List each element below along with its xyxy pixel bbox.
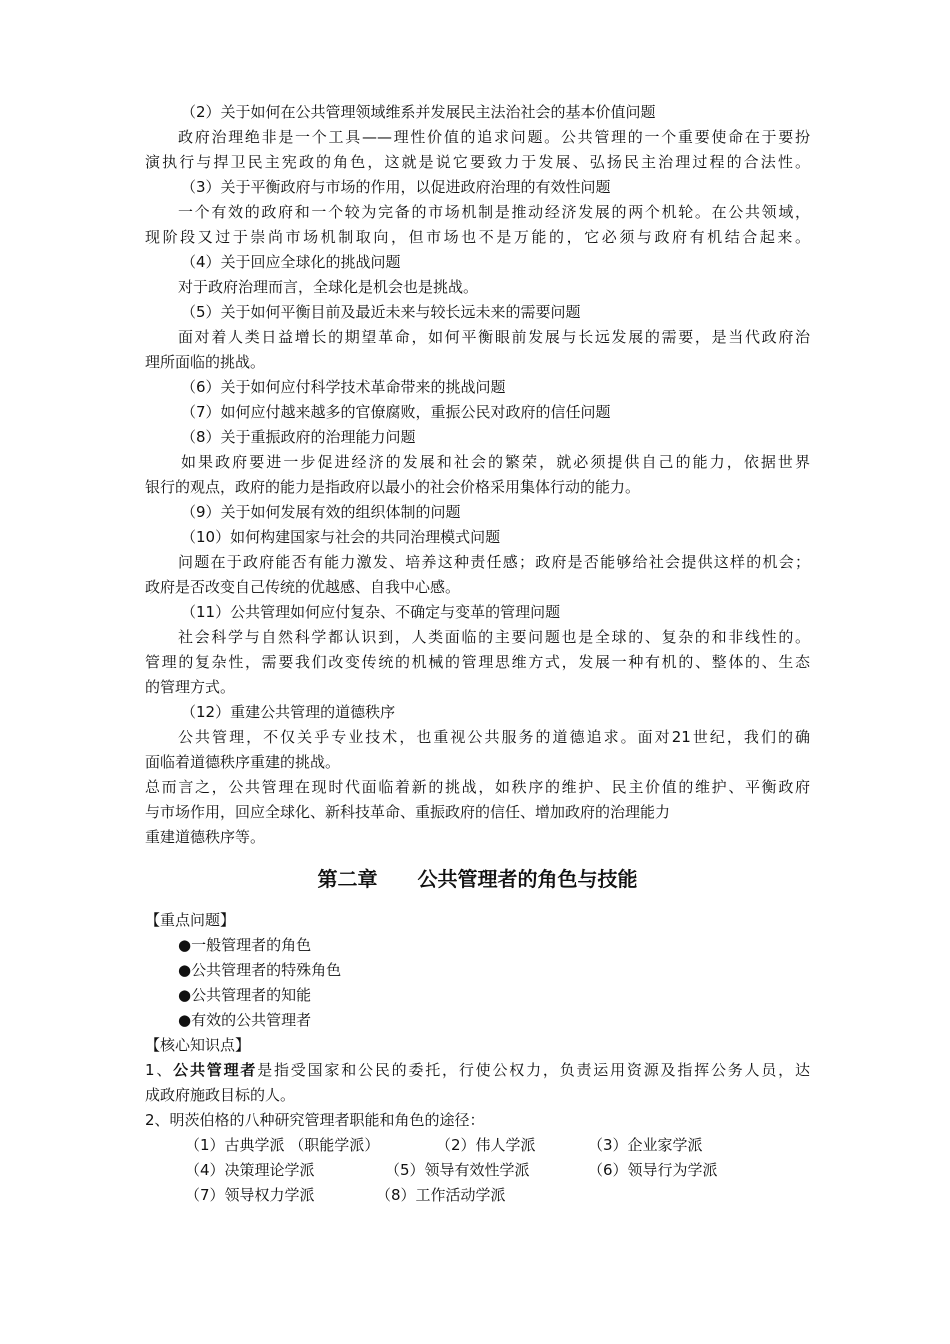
subheading-12: （12）重建公共管理的道德秩序 xyxy=(181,703,396,721)
school-item: （7）领导权力学派 xyxy=(185,1186,315,1204)
schools-row xyxy=(145,1133,810,1158)
paragraph-line: 政府是否改变自己传统的优越感、自我中心感。 xyxy=(145,578,461,596)
point-text: 是指受国家和公民的委托，行使公权力，负责运用资源及指挥公务人员，达 xyxy=(257,1061,810,1079)
subheading-4: （4）关于回应全球化的挑战问题 xyxy=(181,253,401,271)
paragraph-line: 政府治理绝非是一个工具——理性价值的追求问题。公共管理的一个重要使命在于要扮 xyxy=(178,128,810,146)
chapter-number: 第二章 xyxy=(317,867,378,891)
subheading-2: （2）关于如何在公共管理领域维系并发展民主法治社会的基本价值问题 xyxy=(181,103,656,121)
paragraph-line: 的管理方式。 xyxy=(145,678,236,696)
subheading-11: （11）公共管理如何应付复杂、不确定与变革的管理问题 xyxy=(181,603,561,621)
paragraph-line: 管理的复杂性，需要我们改变传统的机械的管理思维方式，发展一种有机的、整体的、生态 xyxy=(145,653,810,671)
subheading-7: （7）如何应付越来越多的官僚腐败，重振公民对政府的信任问题 xyxy=(181,403,611,421)
chapter-title xyxy=(145,850,810,908)
schools-row xyxy=(145,1158,810,1183)
paragraph-line: 一个有效的政府和一个较为完备的市场机制是推动经济发展的两个机轮。在公共领域， xyxy=(178,203,810,221)
paragraph-line: 问题在于政府能否有能力激发、培养这种责任感；政府是否能够给社会提供这样的机会； xyxy=(178,553,810,571)
subheading-5: （5）关于如何平衡目前及最近未来与较长远未来的需要问题 xyxy=(181,303,581,321)
subheading-9: （9）关于如何发展有效的组织体制的问题 xyxy=(181,503,461,521)
bullet-item: ●一般管理者的角色 xyxy=(178,936,312,954)
summary-line: 重建道德秩序等。 xyxy=(145,828,266,846)
school-item: （5）领导有效性学派 xyxy=(385,1161,530,1179)
paragraph-line: 对于政府治理而言，全球化是机会也是挑战。 xyxy=(178,278,479,296)
bullet-item: ●公共管理者的特殊角色 xyxy=(178,961,342,979)
school-item: （1）古典学派 （职能学派） xyxy=(185,1136,380,1154)
paragraph-line: 社会科学与自然科学都认识到，人类面临的主要问题也是全球的、复杂的和非线性的。 xyxy=(178,628,810,646)
core-knowledge-heading: 【核心知识点】 xyxy=(145,1036,251,1054)
subheading-6: （6）关于如何应付科学技术革命带来的挑战问题 xyxy=(181,378,506,396)
subheading-10: （10）如何构建国家与社会的共同治理模式问题 xyxy=(181,528,501,546)
key-term: 公共管理者 xyxy=(173,1061,258,1079)
paragraph-line: 面对着人类日益增长的期望革命，如何平衡眼前发展与长远发展的需要，是当代政府治 xyxy=(178,328,810,346)
bullet-item: ●有效的公共管理者 xyxy=(178,1011,312,1029)
knowledge-point-2: 2、明茨伯格的八种研究管理者职能和角色的途径： xyxy=(145,1111,485,1129)
school-item: （8）工作活动学派 xyxy=(376,1186,506,1204)
point-number: 1、 xyxy=(145,1061,174,1079)
subheading-3: （3）关于平衡政府与市场的作用，以促进政府治理的有效性问题 xyxy=(181,178,611,196)
schools-row xyxy=(145,1183,810,1208)
document-body xyxy=(145,100,810,1208)
school-item: （6）领导行为学派 xyxy=(588,1161,718,1179)
paragraph-line: 理所面临的挑战。 xyxy=(145,353,266,371)
paragraph-line: 成政府施政目标的人。 xyxy=(145,1086,296,1104)
bullet-item: ●公共管理者的知能 xyxy=(178,986,312,1004)
school-item: （4）决策理论学派 xyxy=(185,1161,315,1179)
key-questions-heading: 【重点问题】 xyxy=(145,911,236,929)
paragraph-line: 公共管理，不仅关乎专业技术，也重视公共服务的道德追求。面对21世纪，我们的确 xyxy=(178,728,810,746)
school-item: （3）企业家学派 xyxy=(588,1136,703,1154)
summary-line: 与市场作用，回应全球化、新科技革命、重振政府的信任、增加政府的治理能力 xyxy=(145,803,671,821)
paragraph-line: 面临着道德秩序重建的挑战。 xyxy=(145,753,341,771)
paragraph-line: 如果政府要进一步促进经济的发展和社会的繁荣，就必须提供自己的能力，依据世界 xyxy=(181,453,810,471)
paragraph-line: 现阶段又过于崇尚市场机制取向，但市场也不是万能的，它必须与政府有机结合起来。 xyxy=(145,228,810,246)
paragraph-line: 演执行与捍卫民主宪政的角色，这就是说它要致力于发展、弘扬民主治理过程的合法性。 xyxy=(145,153,810,171)
school-item: （2）伟人学派 xyxy=(436,1136,536,1154)
paragraph-line: 银行的观点，政府的能力是指政府以最小的社会价格采用集体行动的能力。 xyxy=(145,478,641,496)
subheading-8: （8）关于重振政府的治理能力问题 xyxy=(181,428,416,446)
chapter-name: 公共管理者的角色与技能 xyxy=(417,867,638,891)
summary-line: 总而言之，公共管理在现时代面临着新的挑战，如秩序的维护、民主价值的维护、平衡政府 xyxy=(145,778,810,796)
knowledge-point-1 xyxy=(145,1058,810,1083)
